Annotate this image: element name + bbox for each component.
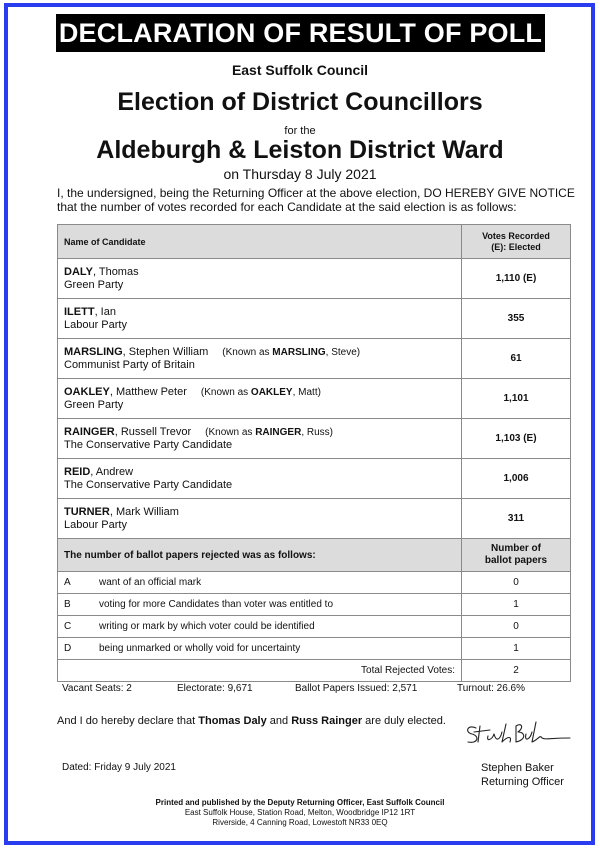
candidate-party: Labour Party (64, 318, 127, 331)
candidate-name-cell (58, 459, 462, 499)
known-as-forename: , Steve) (325, 346, 361, 358)
rejected-row (58, 594, 571, 616)
rejected-letter: C (58, 616, 92, 638)
dated: Dated: Friday 9 July 2021 (62, 762, 176, 773)
candidate-name-cell (58, 339, 462, 379)
known-as-forename: , Russ) (301, 426, 333, 438)
candidate-votes: 311 (462, 499, 571, 539)
ward-name: Aldeburgh & Leiston District Ward (96, 136, 504, 164)
elected-name-2: Russ Rainger (291, 715, 363, 727)
candidate-party: The Conservative Party Candidate (64, 478, 233, 491)
turnout: Turnout: 26.6% (457, 683, 526, 694)
candidate-forenames: , Stephen William (122, 345, 209, 358)
candidate-row (58, 499, 571, 539)
election-title: Election of District Councillors (117, 88, 483, 116)
candidate-name-cell (58, 419, 462, 459)
candidate-name-cell (58, 499, 462, 539)
rejected-count: 1 (462, 638, 571, 660)
candidate-name-cell (58, 259, 462, 299)
candidate-row (58, 259, 571, 299)
council-name: East Suffolk Council (231, 62, 369, 78)
total-rejected-row (58, 660, 571, 682)
candidate-row (58, 339, 571, 379)
known-as-prefix: (Known as (205, 426, 256, 438)
declaration (57, 715, 446, 727)
footer (0, 798, 600, 828)
col-votes-line2: (E): Elected (491, 241, 541, 252)
col-votes-line1: Votes Recorded (482, 230, 550, 241)
candidates-table (57, 224, 571, 539)
known-as-prefix: (Known as (222, 346, 273, 358)
declaration-prefix: And I do hereby declare that (57, 715, 199, 727)
candidate-forenames: , Thomas (92, 265, 139, 278)
page-heading: DECLARATION OF RESULT OF POLL (56, 14, 545, 52)
footer-address-1: East Suffolk House, Station Road, Melton, Woodbridge IP12 1RT (184, 808, 416, 817)
election-date: on Thursday 8 July 2021 (223, 166, 377, 182)
candidate-party: Green Party (64, 278, 124, 291)
rejected-letter: B (58, 594, 92, 616)
returning-officer (481, 761, 564, 789)
candidate-votes: 61 (462, 339, 571, 379)
candidate-party: The Conservative Party Candidate (64, 438, 233, 451)
candidate-surname: TURNER (64, 505, 110, 518)
rejected-header: The number of ballot papers rejected was as follows: (58, 539, 462, 572)
col-name-header: Name of Candidate (58, 225, 462, 259)
candidate-surname: OAKLEY (64, 385, 110, 398)
electorate: Electorate: 9,671 (177, 683, 253, 694)
candidate-name-cell (58, 299, 462, 339)
col-count-line1: Number of (491, 543, 541, 554)
candidate-surname: DALY (64, 265, 93, 278)
known-as-surname: OAKLEY (250, 386, 293, 398)
rejected-reason: being unmarked or wholly void for uncertainty (91, 638, 462, 660)
rejected-count: 1 (462, 594, 571, 616)
known-as-surname: RAINGER (255, 426, 302, 438)
known-as-prefix: (Known as (200, 386, 251, 398)
rejected-count: 0 (462, 572, 571, 594)
known-as (201, 387, 321, 398)
vacant-seats: Vacant Seats: 2 (62, 683, 132, 694)
known-as-forename: , Matt) (292, 386, 321, 398)
col-count-header (462, 539, 571, 572)
rejected-row (58, 638, 571, 660)
rejected-reason: writing or mark by which voter could be identified (91, 616, 462, 638)
declaration-middle: and (266, 715, 292, 727)
rejected-row (58, 616, 571, 638)
candidate-votes: 1,006 (462, 459, 571, 499)
candidate-votes: 1,103 (E) (462, 419, 571, 459)
candidate-row (58, 379, 571, 419)
candidate-row (58, 459, 571, 499)
candidate-surname: ILETT (64, 305, 95, 318)
total-rejected-value: 2 (462, 660, 571, 682)
rejected-table (57, 538, 571, 682)
rejected-header-row (58, 539, 571, 572)
candidate-forenames: , Ian (94, 305, 116, 318)
elected-name-1: Thomas Daly (198, 715, 267, 727)
candidate-forenames: , Mark William (109, 505, 179, 518)
declaration-suffix: are duly elected. (362, 715, 446, 727)
candidate-row (58, 299, 571, 339)
candidate-votes: 1,110 (E) (462, 259, 571, 299)
signature-image (462, 718, 572, 754)
rejected-count: 0 (462, 616, 571, 638)
col-count-line2: ballot papers (484, 555, 548, 566)
col-votes-header (462, 225, 571, 259)
notice-text: I, the undersigned, being the Returning Officer at the above election, DO HEREBY GIVE NOTICE that the number of votes recorded for each Candidate at the said election is as follows: (57, 186, 575, 214)
candidate-name-cell (58, 379, 462, 419)
candidate-surname: REID (64, 465, 91, 478)
rejected-reason: voting for more Candidates than voter was entitled to (91, 594, 462, 616)
rejected-row (58, 572, 571, 594)
rejected-letter: D (58, 638, 92, 660)
candidate-forenames: , Matthew Peter (109, 385, 187, 398)
rejected-letter: A (58, 572, 92, 594)
ballot-papers-issued: Ballot Papers Issued: 2,571 (295, 683, 418, 694)
candidates-header-row (58, 225, 571, 259)
candidate-forenames: , Russell Trevor (114, 425, 192, 438)
known-as (205, 427, 333, 438)
candidate-surname: RAINGER (64, 425, 115, 438)
rejected-reason: want of an official mark (91, 572, 462, 594)
total-rejected-label: Total Rejected Votes: (58, 660, 462, 682)
candidate-party: Communist Party of Britain (64, 358, 195, 371)
candidate-votes: 355 (462, 299, 571, 339)
candidate-surname: MARSLING (64, 345, 123, 358)
known-as (222, 347, 360, 358)
footer-address-2: Riverside, 4 Canning Road, Lowestoft NR33 0EQ (212, 818, 388, 827)
candidate-forenames: , Andrew (90, 465, 134, 478)
officer-name: Stephen Baker (481, 762, 554, 774)
footer-publisher: Printed and published by the Deputy Returning Officer, East Suffolk Council (155, 798, 445, 807)
candidate-party: Labour Party (64, 518, 127, 531)
candidate-row (58, 419, 571, 459)
for-the-label: for the (284, 125, 316, 137)
candidate-party: Green Party (64, 398, 124, 411)
officer-title: Returning Officer (481, 776, 564, 788)
candidate-votes: 1,101 (462, 379, 571, 419)
known-as-surname: MARSLING (272, 346, 326, 358)
